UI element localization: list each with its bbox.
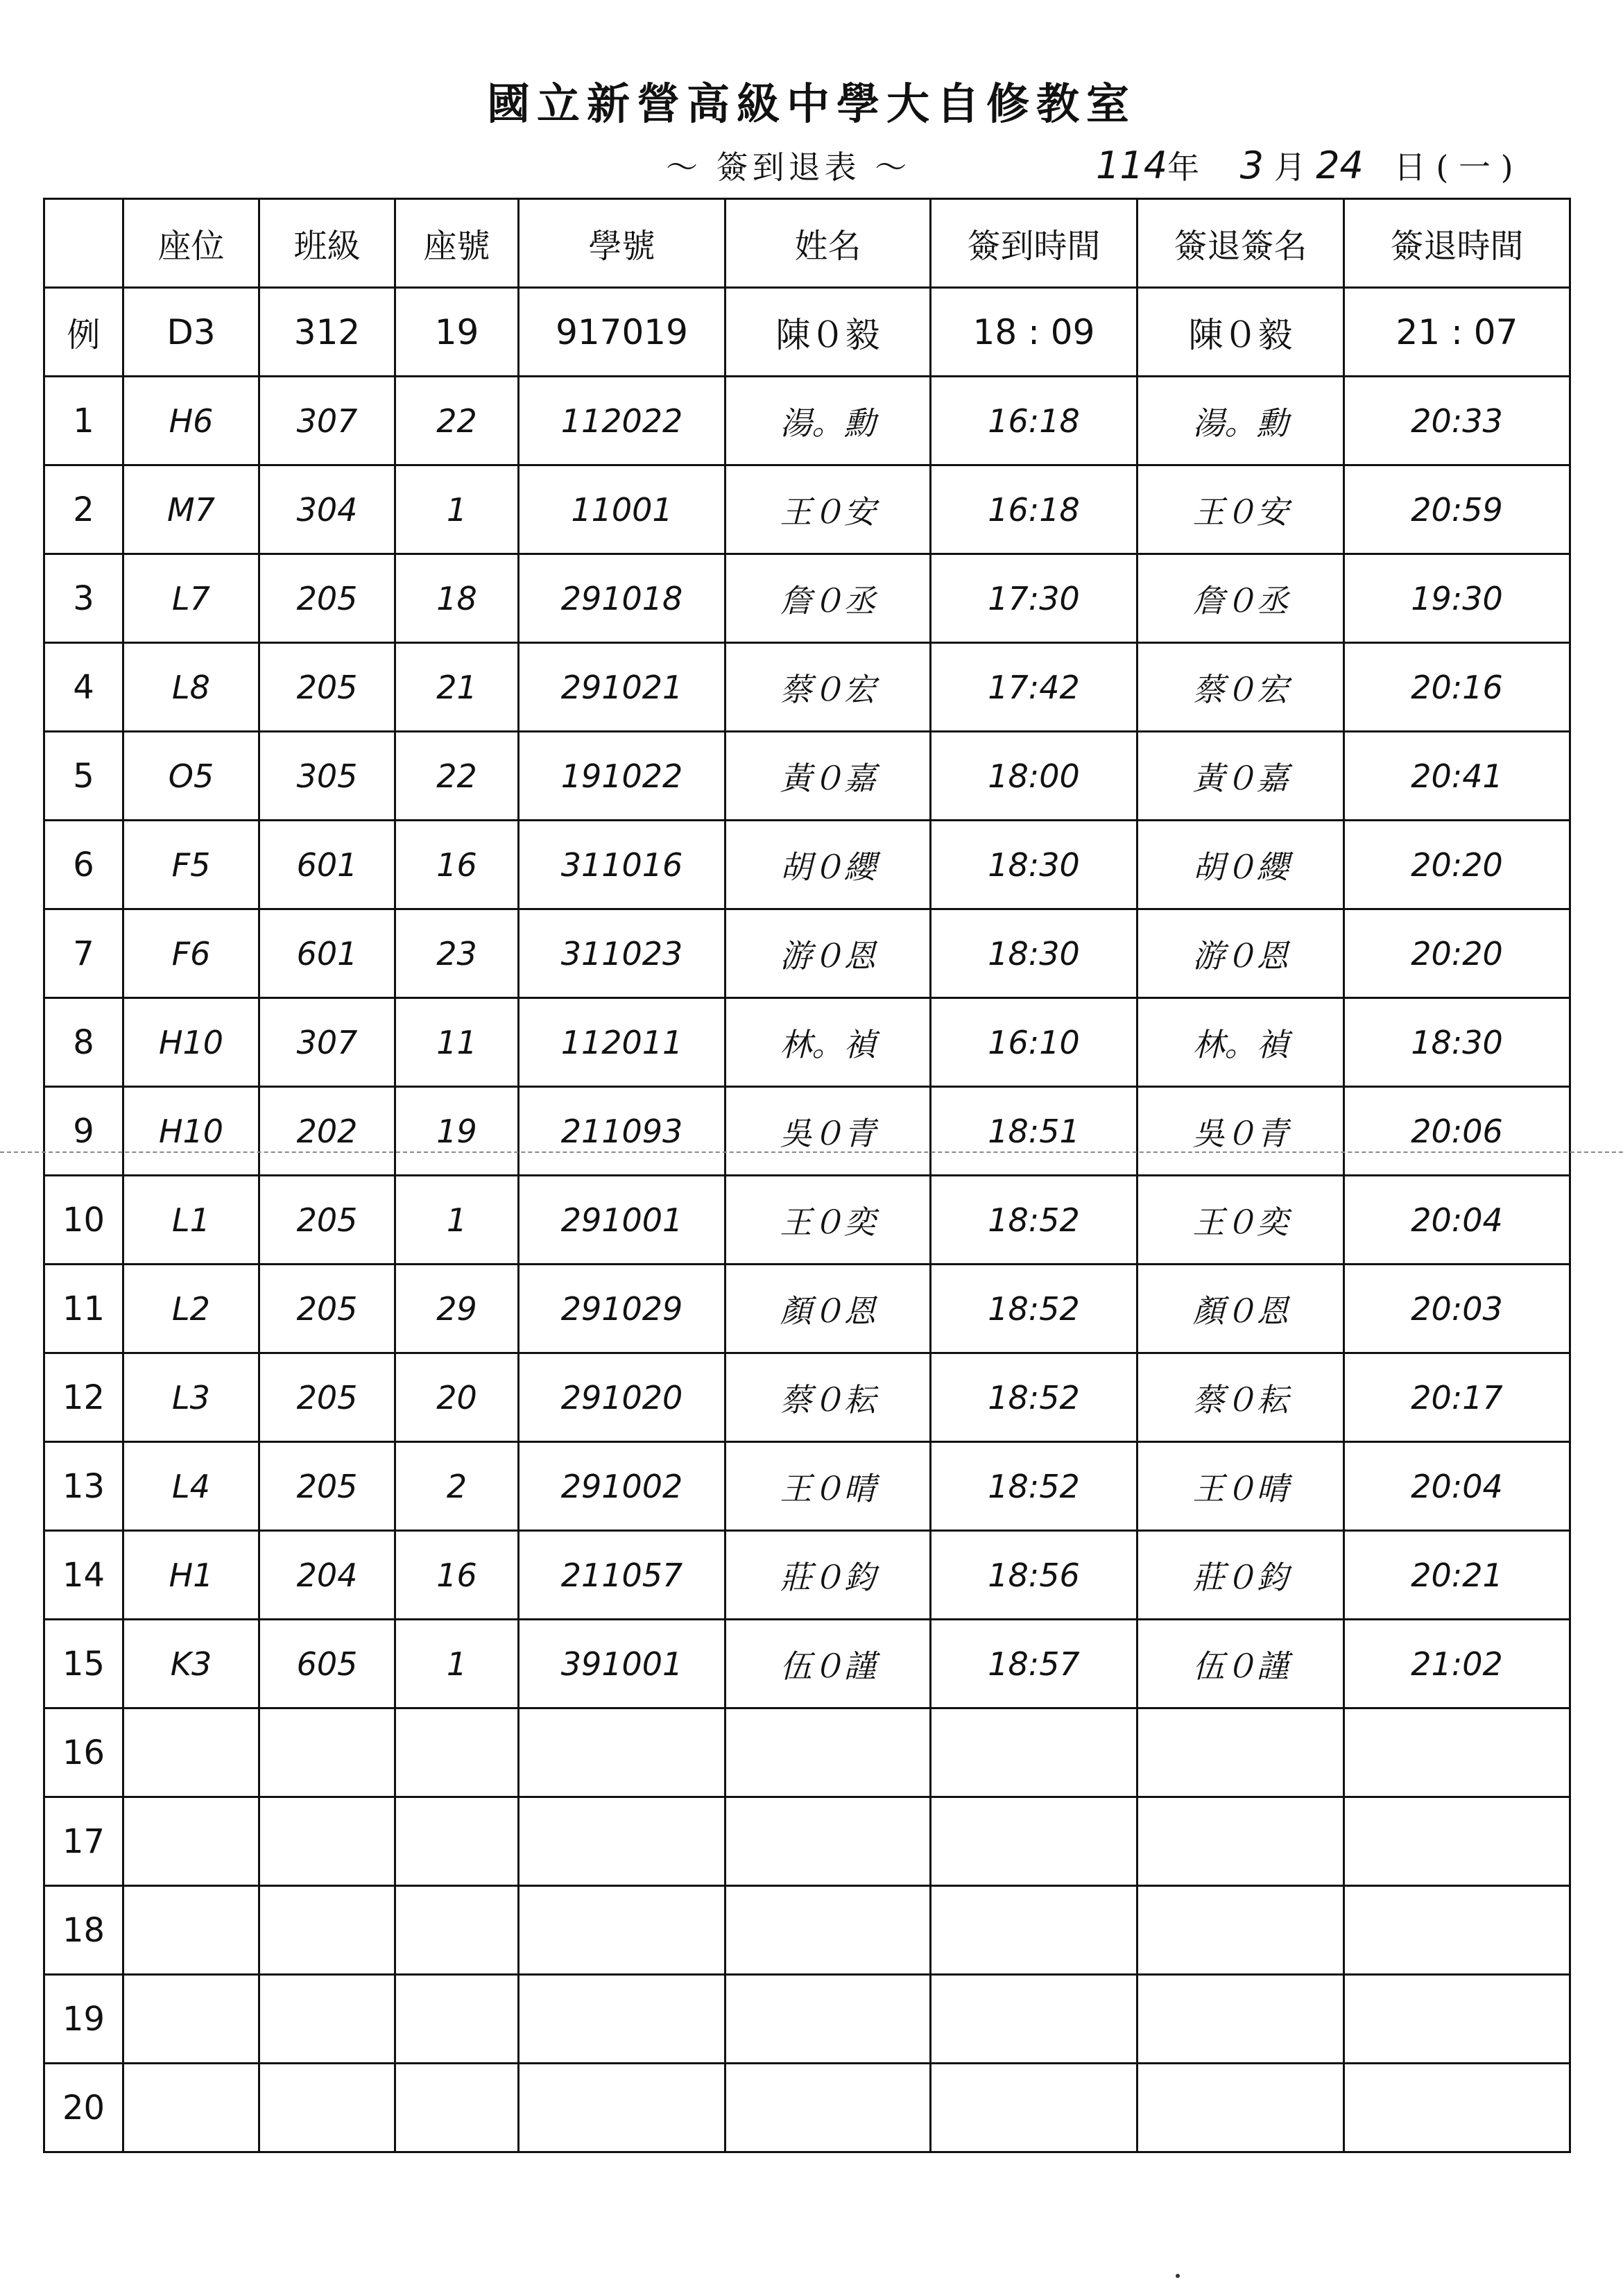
cell-seat: M7 <box>123 465 259 554</box>
date-day: 24 <box>1316 144 1364 187</box>
cell-student-id: 291020 <box>519 1353 725 1442</box>
cell-row-number: 4 <box>44 643 123 732</box>
scan-artifact-line <box>0 1151 1623 1153</box>
cell-sign-out-signature <box>1137 1975 1344 2064</box>
cell-sign-in-time: 16:10 <box>931 998 1137 1087</box>
cell-seat: H10 <box>123 998 259 1087</box>
cell-sign-out-time: 20:03 <box>1344 1265 1570 1353</box>
column-header-row-number <box>44 199 123 288</box>
cell-sign-in-time <box>931 1886 1137 1975</box>
cell-sign-out-time: 19:30 <box>1344 554 1570 643</box>
cell-sign-out-time: 20:20 <box>1344 821 1570 909</box>
table-row <box>44 821 1570 909</box>
cell-sign-out-signature: 詹０丞 <box>1137 554 1344 643</box>
cell-seat-number: 19 <box>395 1087 519 1176</box>
cell-row-number: 11 <box>44 1265 123 1353</box>
table-row <box>44 1886 1570 1975</box>
table-row <box>44 909 1570 998</box>
cell-sign-out-signature <box>1137 1797 1344 1886</box>
cell-sign-out-time: 20:17 <box>1344 1353 1570 1442</box>
cell-student-id: 311023 <box>519 909 725 998</box>
cell-name: 林。禎 <box>725 998 931 1087</box>
date-weekday: ( 一 ) <box>1436 148 1513 186</box>
cell-sign-out-signature: 黃０嘉 <box>1137 732 1344 821</box>
cell-seat: F5 <box>123 821 259 909</box>
date-day-unit: 日 <box>1393 148 1426 186</box>
cell-class: 307 <box>259 998 395 1087</box>
cell-student-id <box>519 1797 725 1886</box>
cell-student-id <box>519 1708 725 1797</box>
table-row <box>44 1176 1570 1265</box>
cell-name <box>725 2064 931 2152</box>
cell-class: 601 <box>259 909 395 998</box>
cell-name: 吳０青 <box>725 1087 931 1176</box>
cell-name: 王０奕 <box>725 1176 931 1265</box>
cell-row-number: 2 <box>44 465 123 554</box>
cell-name: 湯。勳 <box>725 377 931 465</box>
cell-name: 蔡０耘 <box>725 1353 931 1442</box>
cell-seat-number: 1 <box>395 465 519 554</box>
table-row <box>44 377 1570 465</box>
cell-seat-number <box>395 1975 519 2064</box>
column-header-student-id: 學號 <box>519 199 725 288</box>
cell-sign-in-time <box>931 1797 1137 1886</box>
column-header-name: 姓名 <box>725 199 931 288</box>
cell-sign-out-signature <box>1137 2064 1344 2152</box>
table-row <box>44 732 1570 821</box>
table-row <box>44 1620 1570 1708</box>
cell-sign-out-signature: 胡０纓 <box>1137 821 1344 909</box>
column-header-class: 班級 <box>259 199 395 288</box>
cell-row-number: 例 <box>44 288 123 377</box>
cell-name <box>725 1886 931 1975</box>
date-year: 114 <box>1096 144 1168 187</box>
cell-class <box>259 1975 395 2064</box>
date-month: 3 <box>1239 144 1264 187</box>
cell-class: 205 <box>259 1442 395 1531</box>
table-body <box>44 288 1570 2152</box>
cell-sign-out-signature: 林。禎 <box>1137 998 1344 1087</box>
date-year-unit: 年 <box>1167 148 1200 186</box>
cell-seat: K3 <box>123 1620 259 1708</box>
cell-seat: L1 <box>123 1176 259 1265</box>
cell-student-id: 291018 <box>519 554 725 643</box>
cell-sign-out-time: 20:04 <box>1344 1442 1570 1531</box>
cell-seat <box>123 1886 259 1975</box>
cell-sign-out-time <box>1344 1797 1570 1886</box>
cell-sign-out-signature: 陳０毅 <box>1137 288 1344 377</box>
table-row <box>44 1797 1570 1886</box>
table-row <box>44 465 1570 554</box>
cell-row-number: 1 <box>44 377 123 465</box>
cell-row-number: 17 <box>44 1797 123 1886</box>
cell-student-id: 191022 <box>519 732 725 821</box>
cell-class: 202 <box>259 1087 395 1176</box>
cell-seat-number: 22 <box>395 732 519 821</box>
table-row <box>44 1442 1570 1531</box>
cell-student-id <box>519 1886 725 1975</box>
table-row <box>44 2064 1570 2152</box>
table-header-row <box>44 199 1570 288</box>
cell-class: 305 <box>259 732 395 821</box>
cell-seat-number: 19 <box>395 288 519 377</box>
cell-sign-in-time <box>931 1708 1137 1797</box>
cell-seat-number: 2 <box>395 1442 519 1531</box>
cell-seat <box>123 1797 259 1886</box>
cell-class: 307 <box>259 377 395 465</box>
cell-seat-number: 23 <box>395 909 519 998</box>
cell-sign-out-time: 21:02 <box>1344 1620 1570 1708</box>
scan-artifact-dot <box>1176 2274 1180 2278</box>
table-row <box>44 554 1570 643</box>
cell-seat: L7 <box>123 554 259 643</box>
cell-row-number: 5 <box>44 732 123 821</box>
cell-student-id: 311016 <box>519 821 725 909</box>
cell-row-number: 12 <box>44 1353 123 1442</box>
cell-sign-out-time: 20:59 <box>1344 465 1570 554</box>
cell-sign-out-signature <box>1137 1708 1344 1797</box>
cell-sign-out-signature: 王０奕 <box>1137 1176 1344 1265</box>
cell-class: 601 <box>259 821 395 909</box>
cell-sign-in-time <box>931 2064 1137 2152</box>
cell-seat: H10 <box>123 1087 259 1176</box>
cell-seat: F6 <box>123 909 259 998</box>
cell-name <box>725 1975 931 2064</box>
cell-seat-number <box>395 1886 519 1975</box>
cell-sign-out-time: 20:16 <box>1344 643 1570 732</box>
cell-name: 王０安 <box>725 465 931 554</box>
cell-class: 312 <box>259 288 395 377</box>
cell-sign-out-time: 20:04 <box>1344 1176 1570 1265</box>
cell-sign-in-time: 16:18 <box>931 377 1137 465</box>
cell-sign-out-time: 20:20 <box>1344 909 1570 998</box>
cell-sign-out-signature: 顏０恩 <box>1137 1265 1344 1353</box>
cell-seat: H6 <box>123 377 259 465</box>
cell-seat: L4 <box>123 1442 259 1531</box>
cell-name: 王０晴 <box>725 1442 931 1531</box>
column-header-seat: 座位 <box>123 199 259 288</box>
cell-class <box>259 1708 395 1797</box>
cell-sign-out-signature: 莊０鈞 <box>1137 1531 1344 1620</box>
cell-sign-in-time <box>931 1975 1137 2064</box>
cell-student-id: 291002 <box>519 1442 725 1531</box>
cell-seat: D3 <box>123 288 259 377</box>
date-month-unit: 月 <box>1273 148 1306 186</box>
cell-sign-in-time: 18:52 <box>931 1442 1137 1531</box>
cell-seat-number <box>395 1797 519 1886</box>
cell-row-number: 9 <box>44 1087 123 1176</box>
cell-name: 胡０纓 <box>725 821 931 909</box>
sign-in-out-table <box>43 198 1571 2153</box>
column-header-seat-number: 座號 <box>395 199 519 288</box>
cell-sign-out-time <box>1344 1975 1570 2064</box>
cell-class: 205 <box>259 1176 395 1265</box>
cell-sign-out-signature: 蔡０耘 <box>1137 1353 1344 1442</box>
cell-student-id: 211057 <box>519 1531 725 1620</box>
cell-seat <box>123 1975 259 2064</box>
cell-student-id: 112022 <box>519 377 725 465</box>
cell-seat-number: 22 <box>395 377 519 465</box>
cell-sign-in-time: 18:52 <box>931 1265 1137 1353</box>
cell-student-id: 391001 <box>519 1620 725 1708</box>
cell-sign-out-time: 20:21 <box>1344 1531 1570 1620</box>
cell-sign-in-time: 17:30 <box>931 554 1137 643</box>
cell-seat-number: 16 <box>395 1531 519 1620</box>
cell-row-number: 14 <box>44 1531 123 1620</box>
cell-name: 陳０毅 <box>725 288 931 377</box>
cell-sign-out-signature: 吳０青 <box>1137 1087 1344 1176</box>
cell-seat-number: 18 <box>395 554 519 643</box>
cell-name: 顏０恩 <box>725 1265 931 1353</box>
cell-row-number: 3 <box>44 554 123 643</box>
cell-sign-out-time <box>1344 2064 1570 2152</box>
cell-student-id: 112011 <box>519 998 725 1087</box>
cell-name <box>725 1797 931 1886</box>
cell-seat <box>123 1708 259 1797</box>
cell-student-id <box>519 1975 725 2064</box>
cell-class: 205 <box>259 643 395 732</box>
cell-sign-out-time: 18:30 <box>1344 998 1570 1087</box>
form-subtitle: ～ 簽到退表 ～ <box>666 148 911 186</box>
cell-row-number: 10 <box>44 1176 123 1265</box>
cell-student-id: 211093 <box>519 1087 725 1176</box>
cell-name: 黃０嘉 <box>725 732 931 821</box>
table-row <box>44 1708 1570 1797</box>
cell-name: 蔡０宏 <box>725 643 931 732</box>
cell-name <box>725 1708 931 1797</box>
cell-seat: H1 <box>123 1531 259 1620</box>
cell-sign-out-signature: 伍０謹 <box>1137 1620 1344 1708</box>
cell-sign-in-time: 17:42 <box>931 643 1137 732</box>
example-row <box>44 288 1570 377</box>
cell-sign-out-signature: 湯。勳 <box>1137 377 1344 465</box>
cell-sign-out-time: 21 : 07 <box>1344 288 1570 377</box>
cell-sign-in-time: 18:52 <box>931 1176 1137 1265</box>
cell-seat: L8 <box>123 643 259 732</box>
cell-seat-number <box>395 1708 519 1797</box>
table-row <box>44 643 1570 732</box>
table-row <box>44 998 1570 1087</box>
cell-sign-in-time: 18:51 <box>931 1087 1137 1176</box>
cell-class: 605 <box>259 1620 395 1708</box>
cell-sign-in-time: 18:57 <box>931 1620 1137 1708</box>
cell-name: 莊０鈞 <box>725 1531 931 1620</box>
cell-sign-out-time <box>1344 1886 1570 1975</box>
cell-sign-in-time: 16:18 <box>931 465 1137 554</box>
column-header-sign-out-signature: 簽退簽名 <box>1137 199 1344 288</box>
cell-class: 204 <box>259 1531 395 1620</box>
cell-sign-out-time: 20:33 <box>1344 377 1570 465</box>
cell-sign-out-signature: 王０安 <box>1137 465 1344 554</box>
table-row <box>44 1265 1570 1353</box>
cell-sign-out-signature: 王０晴 <box>1137 1442 1344 1531</box>
cell-seat-number: 1 <box>395 1176 519 1265</box>
cell-seat-number: 16 <box>395 821 519 909</box>
cell-student-id: 291029 <box>519 1265 725 1353</box>
cell-seat-number <box>395 2064 519 2152</box>
cell-row-number: 13 <box>44 1442 123 1531</box>
cell-student-id: 917019 <box>519 288 725 377</box>
cell-row-number: 8 <box>44 998 123 1087</box>
cell-row-number: 19 <box>44 1975 123 2064</box>
cell-class: 205 <box>259 1353 395 1442</box>
cell-sign-out-signature: 蔡０宏 <box>1137 643 1344 732</box>
cell-student-id: 291001 <box>519 1176 725 1265</box>
cell-seat-number: 11 <box>395 998 519 1087</box>
column-header-sign-out-time: 簽退時間 <box>1344 199 1570 288</box>
cell-seat: L2 <box>123 1265 259 1353</box>
cell-class <box>259 1886 395 1975</box>
table-row <box>44 1975 1570 2064</box>
cell-sign-in-time: 18 : 09 <box>931 288 1137 377</box>
cell-sign-out-time: 20:41 <box>1344 732 1570 821</box>
cell-class <box>259 2064 395 2152</box>
form-date <box>1096 142 1513 188</box>
cell-name: 詹０丞 <box>725 554 931 643</box>
table-row <box>44 1353 1570 1442</box>
cell-sign-in-time: 18:52 <box>931 1353 1137 1442</box>
cell-sign-out-time: 20:06 <box>1344 1087 1570 1176</box>
cell-row-number: 18 <box>44 1886 123 1975</box>
cell-row-number: 20 <box>44 2064 123 2152</box>
table-row <box>44 1087 1570 1176</box>
cell-student-id: 11001 <box>519 465 725 554</box>
cell-seat-number: 29 <box>395 1265 519 1353</box>
cell-sign-in-time: 18:00 <box>931 732 1137 821</box>
cell-seat-number: 20 <box>395 1353 519 1442</box>
column-header-sign-in-time: 簽到時間 <box>931 199 1137 288</box>
cell-sign-in-time: 18:56 <box>931 1531 1137 1620</box>
cell-row-number: 7 <box>44 909 123 998</box>
cell-sign-out-time <box>1344 1708 1570 1797</box>
cell-seat: L3 <box>123 1353 259 1442</box>
cell-class: 205 <box>259 1265 395 1353</box>
cell-sign-in-time: 18:30 <box>931 821 1137 909</box>
cell-sign-out-signature <box>1137 1886 1344 1975</box>
cell-seat-number: 1 <box>395 1620 519 1708</box>
cell-row-number: 15 <box>44 1620 123 1708</box>
cell-sign-out-signature: 游０恩 <box>1137 909 1344 998</box>
cell-seat-number: 21 <box>395 643 519 732</box>
cell-seat <box>123 2064 259 2152</box>
cell-student-id: 291021 <box>519 643 725 732</box>
cell-class <box>259 1797 395 1886</box>
cell-student-id <box>519 2064 725 2152</box>
table-row <box>44 1531 1570 1620</box>
cell-class: 205 <box>259 554 395 643</box>
cell-row-number: 6 <box>44 821 123 909</box>
cell-seat: O5 <box>123 732 259 821</box>
cell-sign-in-time: 18:30 <box>931 909 1137 998</box>
cell-class: 304 <box>259 465 395 554</box>
cell-row-number: 16 <box>44 1708 123 1797</box>
cell-name: 伍０謹 <box>725 1620 931 1708</box>
page-title: 國立新營高級中學大自修教室 <box>486 78 1136 129</box>
cell-name: 游０恩 <box>725 909 931 998</box>
